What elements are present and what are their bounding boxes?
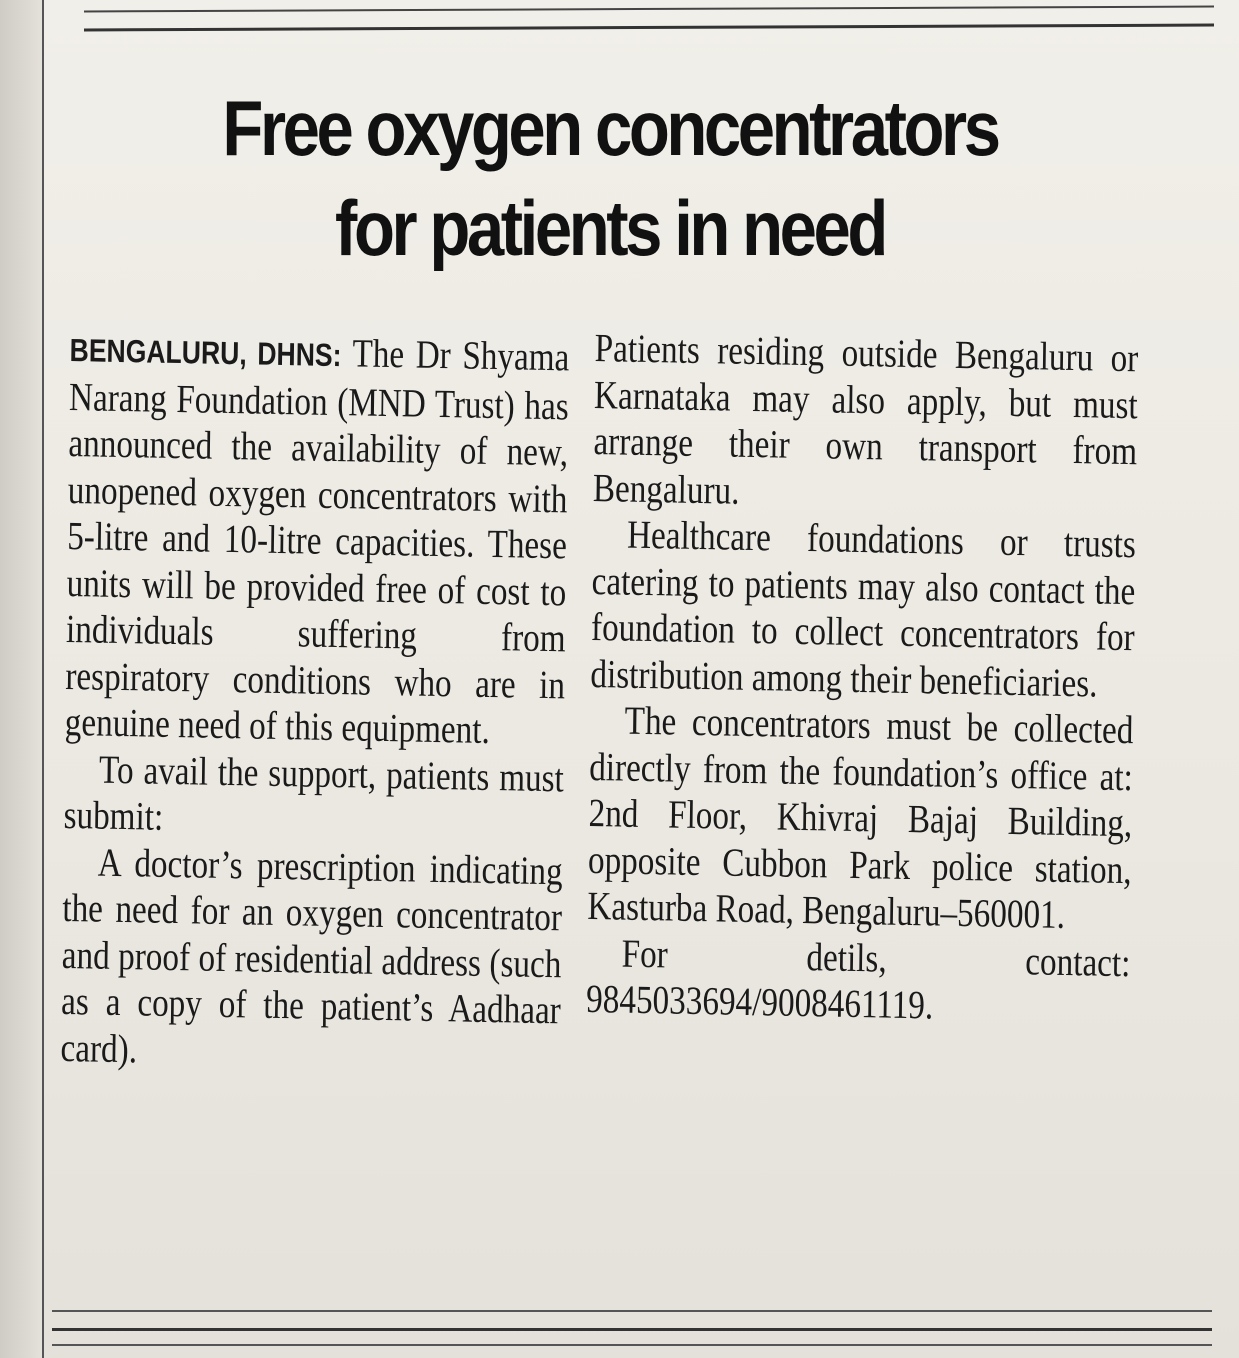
headline: [180, 78, 1040, 278]
paragraph-text: The Dr Shyama Narang Foundation (MND Trust) has announced the availability of new, unopened oxygen concentrators with 5-litre and 10-litre capacities. These units will be provided free of cost to individuals suffering from respiratory conditions who are in genuine need of this equipment.: [64, 330, 570, 752]
article-paragraph: The concentrators must be collected directly from the foundation’s office at: 2nd Floor, Khivraj Bajaj Building, opposite Cubbon Park police station, Kasturba Road, Bengaluru–560001.: [587, 697, 1134, 937]
column-rule: [42, 0, 44, 1358]
top-rule: [84, 6, 1214, 13]
article-column-right: [586, 325, 1139, 1033]
article-paragraph: A doctor’s prescription indicating the need for an oxygen concentrator and proof of residential address (such as a copy of the patient’s Aadhaar card).: [60, 839, 563, 1071]
headline-line-1: Free oxygen concentrators: [222, 84, 998, 172]
dateline: BENGALURU, DHNS:: [69, 331, 342, 374]
page-margin: [0, 0, 44, 1358]
article-paragraph: Patients residing outside Bengaluru or Karnataka may also apply, but must arrange their own transport from Bengaluru.: [592, 325, 1139, 513]
bottom-rule: [52, 1310, 1212, 1312]
top-rule: [84, 24, 1214, 32]
bottom-rule: [52, 1328, 1212, 1331]
article-paragraph: For detils, contact: 9845033694/9008461119.: [585, 930, 1131, 1028]
article-paragraph: Healthcare foundations or trusts catering to patients may also contact the foundation to collect concentrators for distribution among their beneficiaries.: [590, 511, 1137, 706]
article-column-left: [60, 325, 569, 1080]
bottom-rule: [52, 1344, 1212, 1346]
headline-line-2: for patients in need: [335, 184, 885, 272]
article-paragraph: To avail the support, patients must submit:: [63, 746, 565, 839]
article-paragraph: [65, 325, 570, 755]
